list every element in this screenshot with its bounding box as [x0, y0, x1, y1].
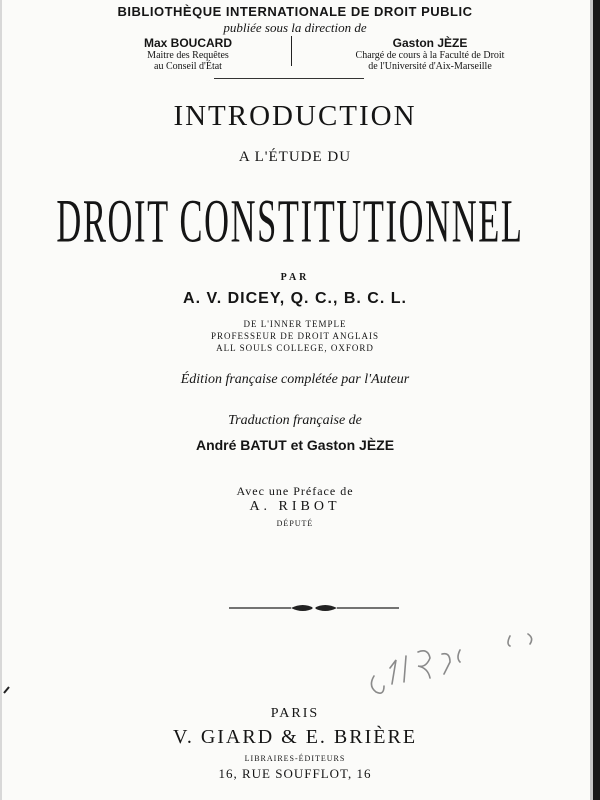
imprint-city: PARIS [270, 706, 320, 721]
imprint-publisher: V. GIARD & E. BRIÈRE [172, 726, 418, 748]
translation-label: Traduction française de [228, 413, 362, 428]
editor-name: Gaston JÈZE [392, 36, 468, 50]
author-credential: DE L'INNER TEMPLE [243, 319, 347, 329]
series-direction: publiée sous la direction de [223, 20, 367, 35]
preface-author: A. RIBOT [249, 499, 341, 514]
editor-divider [291, 36, 292, 66]
editor-jeze [330, 37, 530, 72]
page-edge-left [0, 0, 2, 800]
imprint-address: 16, RUE SOUFFLOT, 16 [218, 766, 372, 781]
edition-note: Édition française complétée par l'Auteur [180, 372, 410, 387]
title-main: DROIT CONSTITUTIONNEL [56, 189, 524, 257]
editor-role: Maitre des Requêtes [147, 50, 229, 61]
author-name: A. V. DICEY, Q. C., B. C. L. [183, 290, 407, 307]
ornamental-rule [229, 602, 399, 614]
pencil-annotation [360, 628, 560, 708]
author-credential: ALL SOULS COLLEGE, OXFORD [216, 343, 374, 353]
header-rule [214, 78, 364, 79]
series-title: BIBLIOTHÈQUE INTERNATIONALE DE DROIT PUBLIC [117, 4, 473, 19]
editor-role: au Conseil d'État [154, 61, 222, 72]
editor-role: Chargé de cours à la Faculté de Droit [355, 50, 505, 61]
editor-boucard [88, 37, 288, 72]
preface-author-title: DÉPUTÉ [276, 519, 314, 528]
margin-mark [3, 686, 11, 694]
preface-label: Avec une Préface de [236, 484, 354, 498]
translators: André BATUT et Gaston JÈZE [195, 437, 395, 453]
editor-name: Max BOUCARD [143, 36, 232, 50]
editor-role: de l'Université d'Aix-Marseille [368, 61, 492, 72]
title-introduction: INTRODUCTION [173, 100, 417, 132]
by-label: PAR [280, 272, 310, 283]
title-a-l-etude: A L'ÉTUDE DU [238, 149, 352, 165]
page-edge-right [593, 0, 600, 800]
author-credential: PROFESSEUR DE DROIT ANGLAIS [210, 331, 380, 341]
imprint-role: LIBRAIRES-ÉDITEURS [244, 754, 346, 763]
